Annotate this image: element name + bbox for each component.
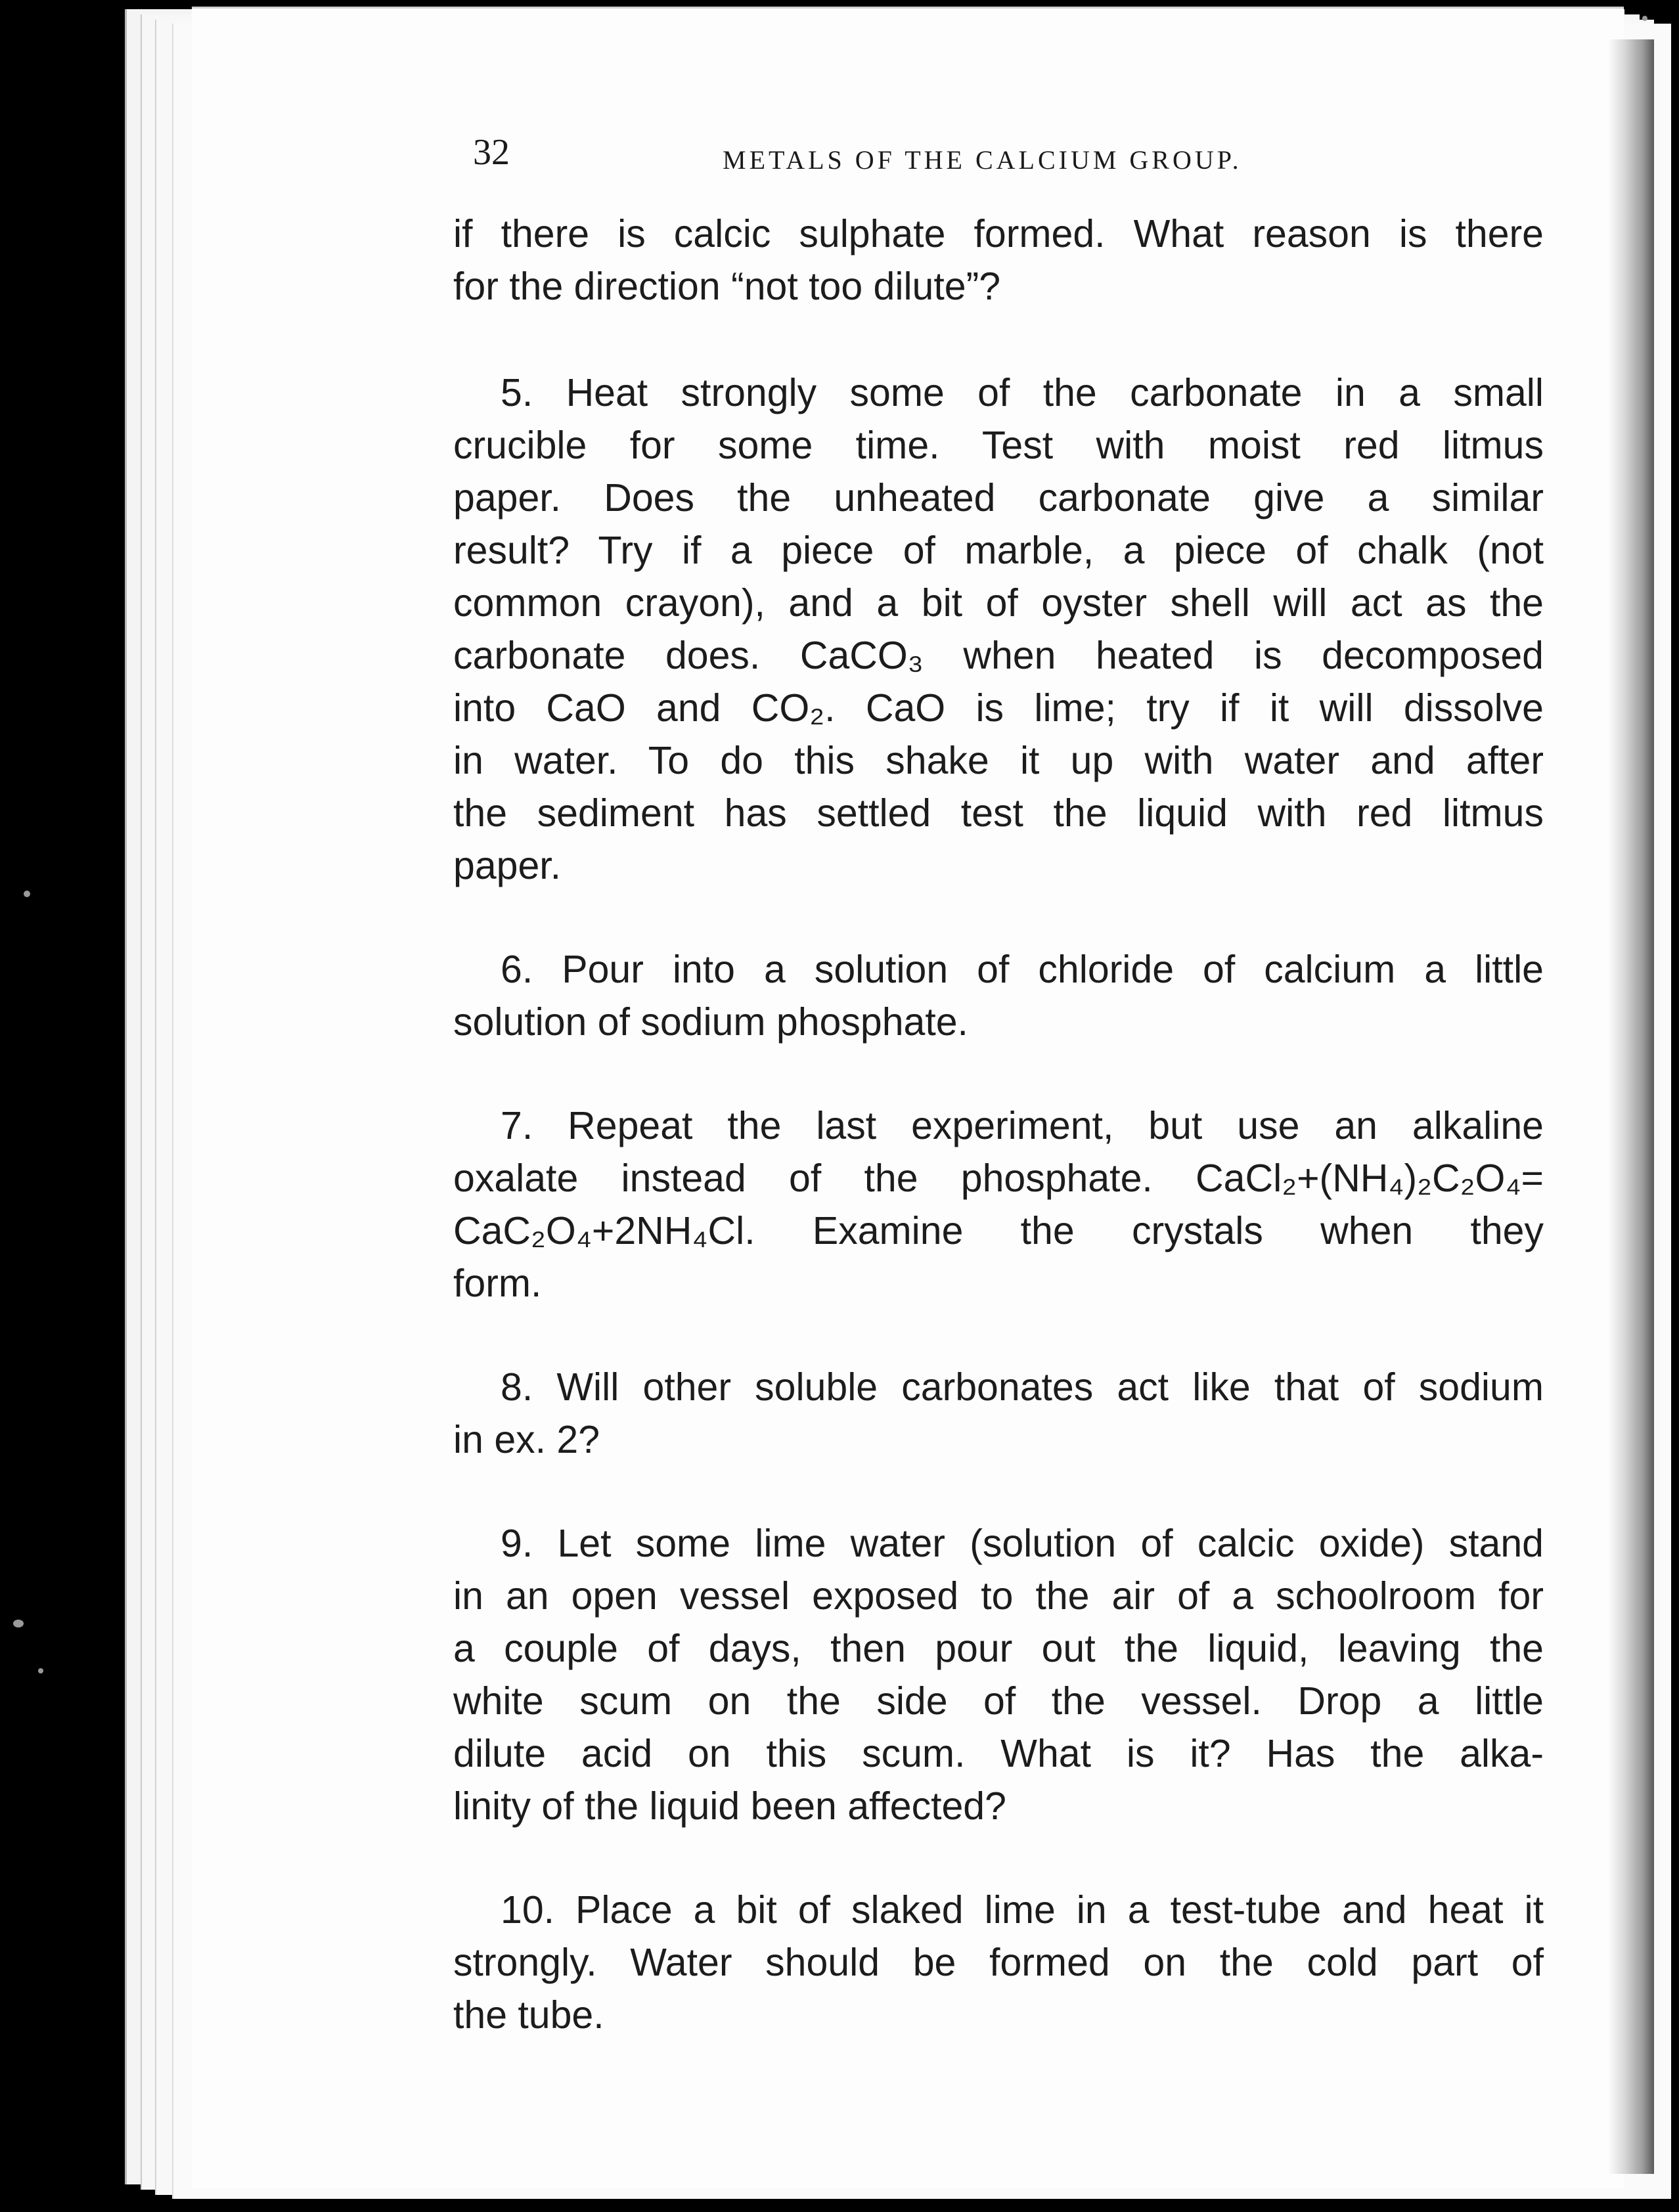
text-line: in an open vessel exposed to the air of a schoolroom for bbox=[453, 1574, 1544, 1618]
paragraph-item-8 bbox=[453, 1361, 1544, 1466]
text-line: oxalate instead of the phosphate. CaCl₂+(NH₄)₂C₂O₄= bbox=[453, 1157, 1544, 1200]
text-line: 7. Repeat the last experiment, but use an alkaline bbox=[501, 1104, 1544, 1147]
text-line: a couple of days, then pour out the liquid, leaving the bbox=[453, 1627, 1544, 1670]
text-line: the tube. bbox=[453, 1993, 604, 2037]
scan-speck bbox=[24, 891, 30, 897]
page-header bbox=[473, 131, 1458, 190]
text-line: form. bbox=[453, 1262, 542, 1305]
page-number: 32 bbox=[473, 132, 510, 173]
text-line: 9. Let some lime water (solution of calcic oxide) stand bbox=[501, 1522, 1544, 1565]
text-line: carbonate does. CaCO₃ when heated is decomposed bbox=[453, 634, 1544, 677]
text-line: result? Try if a piece of marble, a piece of chalk (not bbox=[453, 529, 1544, 572]
running-head: METALS OF THE CALCIUM GROUP. bbox=[723, 145, 1242, 175]
text-line: in ex. 2? bbox=[453, 1418, 600, 1461]
text-line: common crayon), and a bit of oyster shell will act as the bbox=[453, 581, 1544, 625]
text-line: dilute acid on this scum. What is it? Has the alka- bbox=[453, 1732, 1544, 1775]
text-line: CaC₂O₄+2NH₄Cl. Examine the crystals when they bbox=[453, 1209, 1544, 1252]
scan-speck bbox=[1642, 16, 1647, 21]
text-line: crucible for some time. Test with moist red litmus bbox=[453, 424, 1544, 467]
text-line: strongly. Water should be formed on the cold part of bbox=[453, 1941, 1544, 1984]
text-line: white scum on the side of the vessel. Drop a little bbox=[453, 1679, 1544, 1723]
text-line: 10. Place a bit of slaked lime in a test-tube and heat it bbox=[501, 1888, 1544, 1932]
text-line: in water. To do this shake it up with water and after bbox=[453, 739, 1544, 782]
paragraph-item-6 bbox=[453, 943, 1544, 1048]
text-line: linity of the liquid been affected? bbox=[453, 1784, 1006, 1828]
scan-speck bbox=[38, 1668, 43, 1673]
body-text bbox=[453, 208, 1544, 2092]
page-gutter-shadow bbox=[1608, 39, 1654, 2174]
text-line: the sediment has settled test the liquid with red litmus bbox=[453, 791, 1544, 835]
text-line: paper. Does the unheated carbonate give a similar bbox=[453, 476, 1544, 520]
text-line: into CaO and CO₂. CaO is lime; try if it will dissolve bbox=[453, 686, 1544, 730]
paragraph-item-9 bbox=[453, 1517, 1544, 1832]
paragraph-item-7 bbox=[453, 1099, 1544, 1310]
text-line: if there is calcic sulphate formed. What reason is there bbox=[453, 212, 1544, 255]
text-line: 8. Will other soluble carbonates act like that of sodium bbox=[501, 1365, 1544, 1409]
text-line: 5. Heat strongly some of the carbonate in a small bbox=[501, 371, 1544, 414]
paragraph-item-5 bbox=[453, 366, 1544, 892]
paragraph-continuation bbox=[453, 208, 1544, 313]
text-line: for the direction “not too dilute”? bbox=[453, 265, 1001, 308]
text-line: 6. Pour into a solution of chloride of calcium a little bbox=[501, 948, 1544, 991]
text-line: paper. bbox=[453, 844, 562, 887]
scan-speck bbox=[13, 1620, 24, 1627]
paragraph-item-10 bbox=[453, 1884, 1544, 2041]
text-line: solution of sodium phosphate. bbox=[453, 1000, 968, 1044]
